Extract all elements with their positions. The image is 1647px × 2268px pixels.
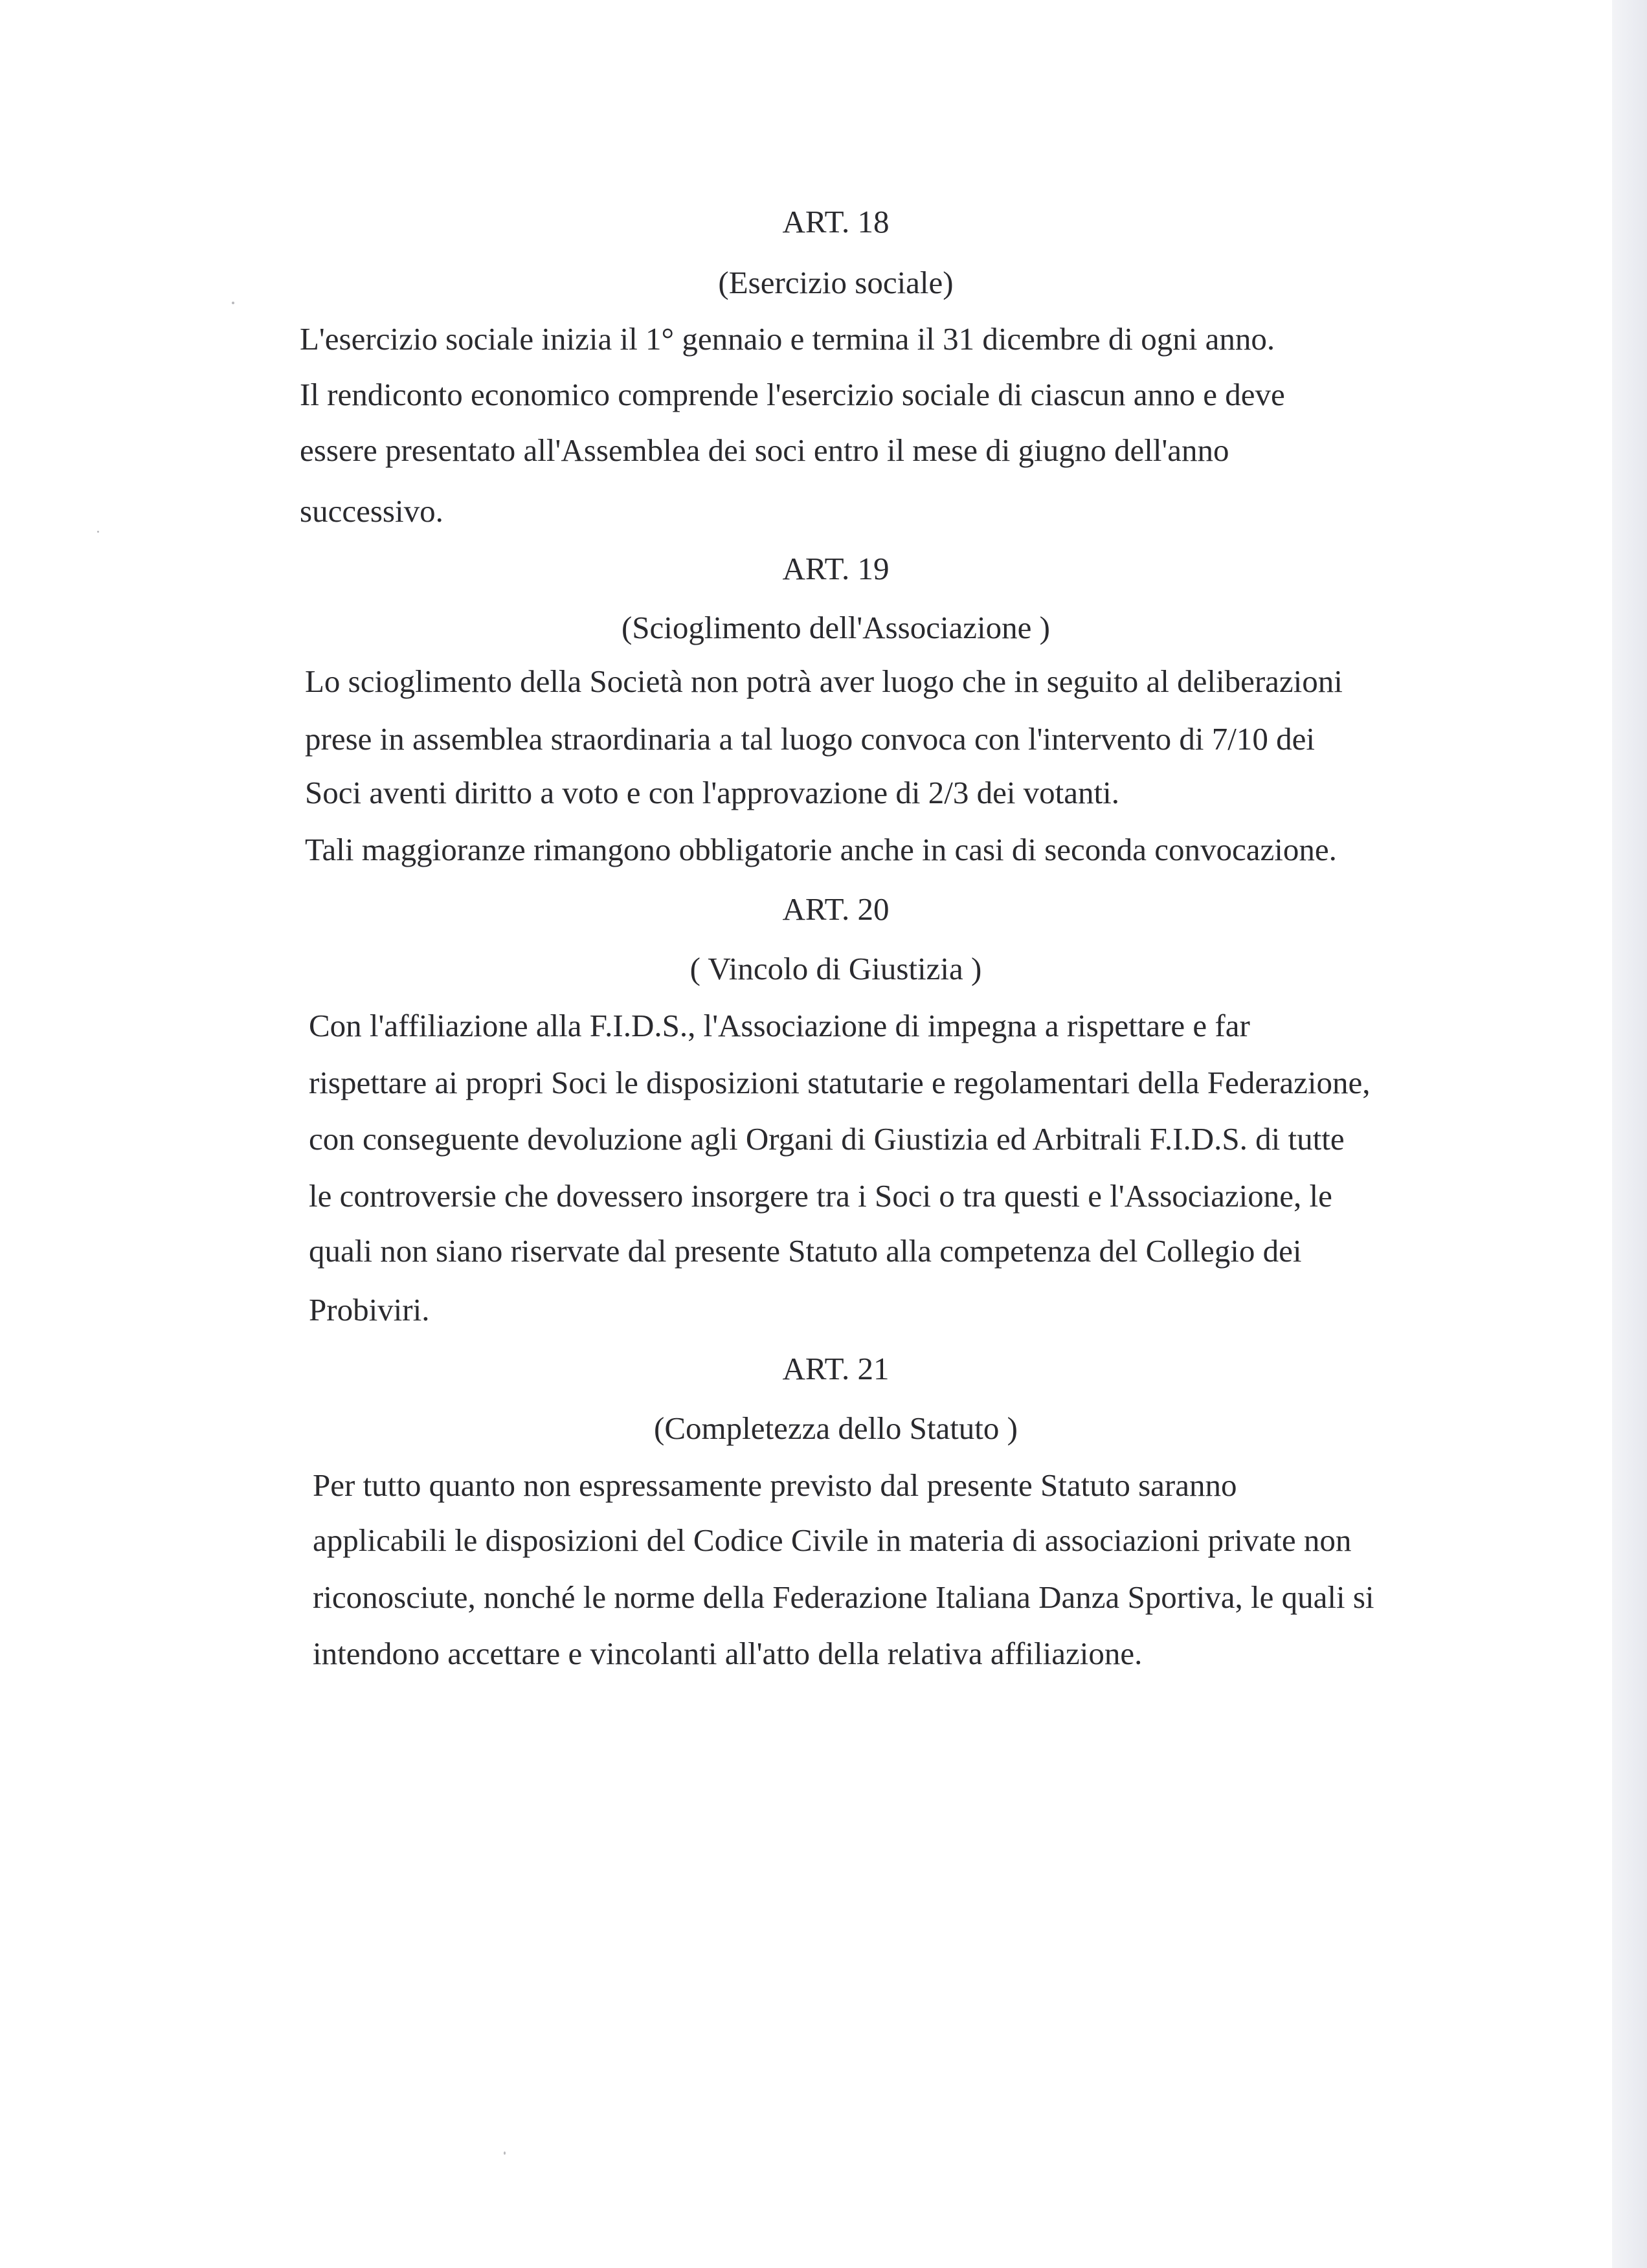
paragraph-line: Tali maggioranze rimangono obbligatorie anche in casi di seconda convocazione. <box>305 832 1337 867</box>
paragraph-line: Con l'affiliazione alla F.I.D.S., l'Associazione di impegna a rispettare e far <box>309 1008 1250 1043</box>
paragraph-line: Soci aventi diritto a voto e con l'approvazione di 2/3 dei votanti. <box>305 775 1120 810</box>
article-title: (Completezza dello Statuto ) <box>654 1410 1018 1446</box>
article-number: ART. 19 <box>782 551 890 586</box>
paragraph-line: riconosciute, nonché le norme della Federazione Italiana Danza Sportiva, le quali si <box>313 1579 1374 1615</box>
paragraph-line: Lo scioglimento della Società non potrà aver luogo che in seguito al deliberazioni <box>305 663 1343 699</box>
paragraph-line: essere presentato all'Assemblea dei soci entro il mese di giugno dell'anno <box>300 432 1229 468</box>
article-number: ART. 18 <box>782 204 890 239</box>
scan-edge <box>1612 0 1647 2268</box>
paragraph-line: quali non siano riservate dal presente Statuto alla competenza del Collegio dei <box>309 1233 1302 1269</box>
scan-speck <box>97 531 99 533</box>
paragraph-line: applicabili le disposizioni del Codice Civile in materia di associazioni private non <box>313 1522 1352 1558</box>
paragraph-line: con conseguente devoluzione agli Organi di Giustizia ed Arbitrali F.I.D.S. di tutte <box>309 1121 1345 1157</box>
paragraph-line: prese in assemblea straordinaria a tal luogo convoca con l'intervento di 7/10 dei <box>305 721 1315 757</box>
article-title: ( Vincolo di Giustizia ) <box>689 951 982 986</box>
scan-speck <box>232 302 234 304</box>
article-number: ART. 20 <box>782 891 890 927</box>
paragraph-line: successivo. <box>300 493 443 529</box>
paragraph-line: Probiviri. <box>309 1292 430 1328</box>
article-title: (Scioglimento dell'Associazione ) <box>621 610 1050 645</box>
paragraph-line: Il rendiconto economico comprende l'esercizio sociale di ciascun anno e deve <box>300 377 1285 412</box>
scan-speck <box>504 2151 506 2155</box>
article-number: ART. 21 <box>782 1351 890 1386</box>
paragraph-line: L'esercizio sociale inizia il 1° gennaio e termina il 31 dicembre di ogni anno. <box>300 321 1275 357</box>
paragraph-line: rispettare ai propri Soci le disposizioni statutarie e regolamentari della Federazione, <box>309 1065 1371 1100</box>
article-title: (Esercizio sociale) <box>718 265 954 300</box>
paragraph-line: le controversie che dovessero insorgere tra i Soci o tra questi e l'Associazione, le <box>309 1178 1332 1214</box>
paragraph-line: Per tutto quanto non espressamente previsto dal presente Statuto saranno <box>313 1467 1237 1503</box>
paragraph-line: intendono accettare e vincolanti all'atto della relativa affiliazione. <box>313 1636 1143 1671</box>
